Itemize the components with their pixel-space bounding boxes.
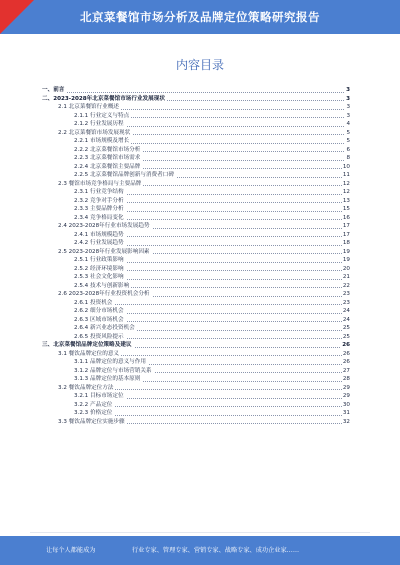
- toc-leader-dots: [74, 406, 346, 407]
- toc-heading: 内容目录: [175, 58, 224, 72]
- toc-entry-page: 11: [342, 172, 350, 178]
- toc-entry[interactable]: [42, 188, 350, 197]
- toc-entry[interactable]: [42, 163, 350, 172]
- toc-entry-page: 16: [342, 214, 350, 221]
- toc-entry[interactable]: [42, 103, 350, 112]
- toc-entry-page: 12: [342, 189, 350, 195]
- toc-entry-title: 2.4 2023-2028年行业市场发展趋势: [58, 223, 150, 229]
- toc-entry[interactable]: [42, 256, 350, 265]
- toc-entry-page: 24: [342, 308, 350, 314]
- toc-entry-page: 18: [342, 240, 350, 246]
- toc-entry-title: 3.2.1 目标市场定位: [74, 393, 124, 399]
- toc-entry-title: 3.1 餐饮品牌定位的意义: [58, 350, 120, 357]
- footer-roles: 行业专家、管理专家、营销专家、战略专家、成功企业家……: [132, 547, 300, 554]
- toc-leader-dots: [74, 415, 346, 416]
- toc-entry[interactable]: [42, 392, 350, 401]
- toc-entry-page: 15: [342, 206, 350, 212]
- footer-divider: [30, 532, 370, 533]
- toc-entry-page: 5: [346, 138, 350, 144]
- toc-entry[interactable]: [42, 350, 350, 359]
- toc-entry[interactable]: [42, 146, 350, 155]
- toc-entry-page: 23: [342, 291, 350, 297]
- toc-entry-title: 3.3 餐饮品牌定位实施步骤: [58, 418, 125, 425]
- toc-entry-title: 2.1 北京菜餐馆行业概述: [58, 104, 120, 110]
- page-footer: [0, 536, 400, 565]
- toc-entry[interactable]: [42, 137, 350, 146]
- table-of-contents: [42, 86, 350, 426]
- toc-entry[interactable]: [42, 273, 350, 282]
- toc-entry-page: 26: [342, 342, 350, 348]
- toc-entry-title: 3.2.2 产品定位: [74, 401, 113, 408]
- toc-entry-page: 5: [346, 129, 350, 136]
- toc-entry-page: 3: [346, 87, 350, 93]
- toc-entry-page: 29: [342, 384, 350, 391]
- toc-entry[interactable]: [42, 324, 350, 333]
- toc-entry-page: 26: [342, 350, 350, 357]
- toc-entry-page: 25: [342, 325, 350, 331]
- toc-entry[interactable]: [42, 299, 350, 308]
- footer-slogan: 让每个人都能成为: [46, 547, 96, 554]
- toc-entry-title: 2.3.4 竞争格局变化: [74, 214, 124, 221]
- report-title: 北京菜餐馆市场分析及品牌定位策略研究报告: [80, 10, 320, 24]
- toc-entry[interactable]: [42, 290, 350, 299]
- toc-entry-title: 2.2.1 市场规模及增长: [74, 138, 130, 144]
- toc-entry-title: 2.6.4 新兴业态投资机会: [74, 325, 135, 331]
- toc-entry[interactable]: [42, 418, 350, 427]
- toc-entry-title: 3.2.3 价格定位: [74, 410, 113, 416]
- toc-entry[interactable]: [42, 401, 350, 410]
- toc-entry-title: 2.2.3 北京菜餐馆市场需求: [74, 155, 141, 161]
- toc-entry-title: 2.4.2 行业发展趋势: [74, 240, 124, 246]
- toc-entry[interactable]: [42, 205, 350, 214]
- toc-entry-page: 20: [342, 265, 350, 272]
- toc-entry-title: 2.6.3 区域市场机会: [74, 316, 124, 323]
- toc-entry-title: 一、前言: [42, 87, 65, 93]
- toc-entry-page: 3: [346, 95, 350, 102]
- toc-entry[interactable]: [42, 282, 350, 291]
- toc-entry-title: 3.1.1 品牌定位的意义与作用: [74, 359, 146, 365]
- toc-entry-page: 3: [346, 104, 350, 110]
- toc-entry-title: 2.4.1 市场规模趋势: [74, 231, 124, 238]
- toc-entry-page: 19: [342, 257, 350, 263]
- toc-entry-title: 2.2.5 北京菜餐馆品牌创新与消费者口碑: [74, 172, 174, 178]
- toc-entry-title: 2.5.2 经济环境影响: [74, 265, 124, 272]
- toc-entry-page: 31: [342, 410, 350, 416]
- toc-entry-title: 二、2023-2028年北京菜餐馆市场行业发展现状: [42, 95, 165, 102]
- toc-entry-page: 25: [342, 333, 350, 340]
- toc-entry-title: 2.3.1 行业竞争结构: [74, 189, 124, 195]
- toc-entry[interactable]: [42, 358, 350, 367]
- toc-entry-page: 17: [342, 223, 350, 229]
- toc-entry-page: 24: [342, 316, 350, 323]
- toc-leader-dots: [42, 92, 346, 93]
- toc-entry-page: 3: [346, 112, 350, 119]
- toc-entry-page: 12: [342, 180, 350, 187]
- toc-entry[interactable]: [42, 316, 350, 325]
- toc-entry-title: 3.2 餐饮品牌定位方法: [58, 384, 114, 391]
- toc-entry-title: 2.1.2 行业发展历程: [74, 121, 124, 127]
- toc-entry-page: 19: [342, 248, 350, 255]
- toc-entry[interactable]: [42, 375, 350, 384]
- toc-entry[interactable]: [42, 180, 350, 189]
- toc-entry-page: 21: [342, 274, 350, 280]
- toc-entry-title: 2.6.5 投资风险提示: [74, 333, 124, 340]
- toc-entry-title: 2.5 2023-2028年行业发展影响因素: [58, 248, 150, 255]
- toc-entry-title: 2.6 2023-2028年行业投资机会分析: [58, 291, 150, 297]
- toc-entry-page: 8: [346, 155, 350, 161]
- toc-entry[interactable]: [42, 307, 350, 316]
- toc-entry-page: 28: [342, 376, 350, 382]
- toc-entry-title: 2.5.4 技术与创新影响: [74, 282, 130, 289]
- toc-entry-page: 29: [342, 393, 350, 399]
- toc-entry-page: 26: [342, 359, 350, 365]
- toc-entry[interactable]: [42, 86, 350, 95]
- toc-entry[interactable]: [42, 120, 350, 129]
- toc-entry[interactable]: [42, 154, 350, 163]
- toc-entry-title: 3.1.2 品牌定位与市场营销关系: [74, 367, 152, 374]
- toc-entry-page: 4: [346, 121, 350, 127]
- toc-entry[interactable]: [42, 222, 350, 231]
- page-header: [0, 0, 400, 34]
- toc-entry-page: 17: [342, 231, 350, 238]
- toc-entry[interactable]: [42, 171, 350, 180]
- toc-entry[interactable]: [42, 112, 350, 121]
- toc-entry[interactable]: [42, 129, 350, 138]
- toc-entry[interactable]: [42, 197, 350, 206]
- toc-entry[interactable]: [42, 384, 350, 393]
- toc-entry-title: 2.2.2 北京菜餐馆市场分析: [74, 146, 141, 153]
- toc-entry-page: 6: [346, 146, 350, 153]
- toc-leader-dots: [74, 304, 346, 305]
- toc-entry-title: 2.6.1 投资机会: [74, 299, 113, 306]
- toc-entry[interactable]: [42, 214, 350, 223]
- toc-entry-title: 2.1.1 行业定义与特点: [74, 112, 130, 119]
- toc-entry-page: 27: [342, 367, 350, 374]
- toc-entry[interactable]: [42, 341, 350, 350]
- toc-entry-title: 2.3.3 主要品牌分析: [74, 206, 124, 212]
- toc-entry-title: 2.2.4 北京菜餐馆主要品牌: [74, 163, 141, 170]
- toc-entry[interactable]: [42, 95, 350, 104]
- toc-entry[interactable]: [42, 265, 350, 274]
- toc-entry-page: 22: [342, 282, 350, 289]
- toc-entry[interactable]: [42, 231, 350, 240]
- toc-entry-page: 32: [342, 418, 350, 425]
- toc-entry-title: 2.5.3 社会文化影响: [74, 274, 124, 280]
- toc-entry-title: 2.5.1 行业政策影响: [74, 257, 124, 263]
- toc-entry[interactable]: [42, 248, 350, 257]
- toc-entry-title: 3.1.3 品牌定位的基本原则: [74, 376, 141, 382]
- toc-entry-page: 10: [342, 163, 350, 170]
- toc-entry-title: 三、北京菜餐馆品牌定位策略及建议: [42, 342, 132, 348]
- toc-entry-page: 13: [342, 197, 350, 204]
- toc-entry[interactable]: [42, 409, 350, 418]
- toc-entry[interactable]: [42, 333, 350, 342]
- toc-entry[interactable]: [42, 239, 350, 248]
- toc-entry-page: 30: [342, 401, 350, 408]
- toc-entry-title: 2.2 北京菜餐馆市场发展现状: [58, 129, 131, 136]
- toc-entry-page: 23: [342, 299, 350, 306]
- toc-entry-title: 2.3 餐馆市场竞争格局与主要品牌: [58, 180, 142, 187]
- toc-entry-title: 2.6.2 细分市场机会: [74, 308, 124, 314]
- toc-entry-title: 2.3.2 竞争对手分析: [74, 197, 124, 204]
- toc-entry[interactable]: [42, 367, 350, 376]
